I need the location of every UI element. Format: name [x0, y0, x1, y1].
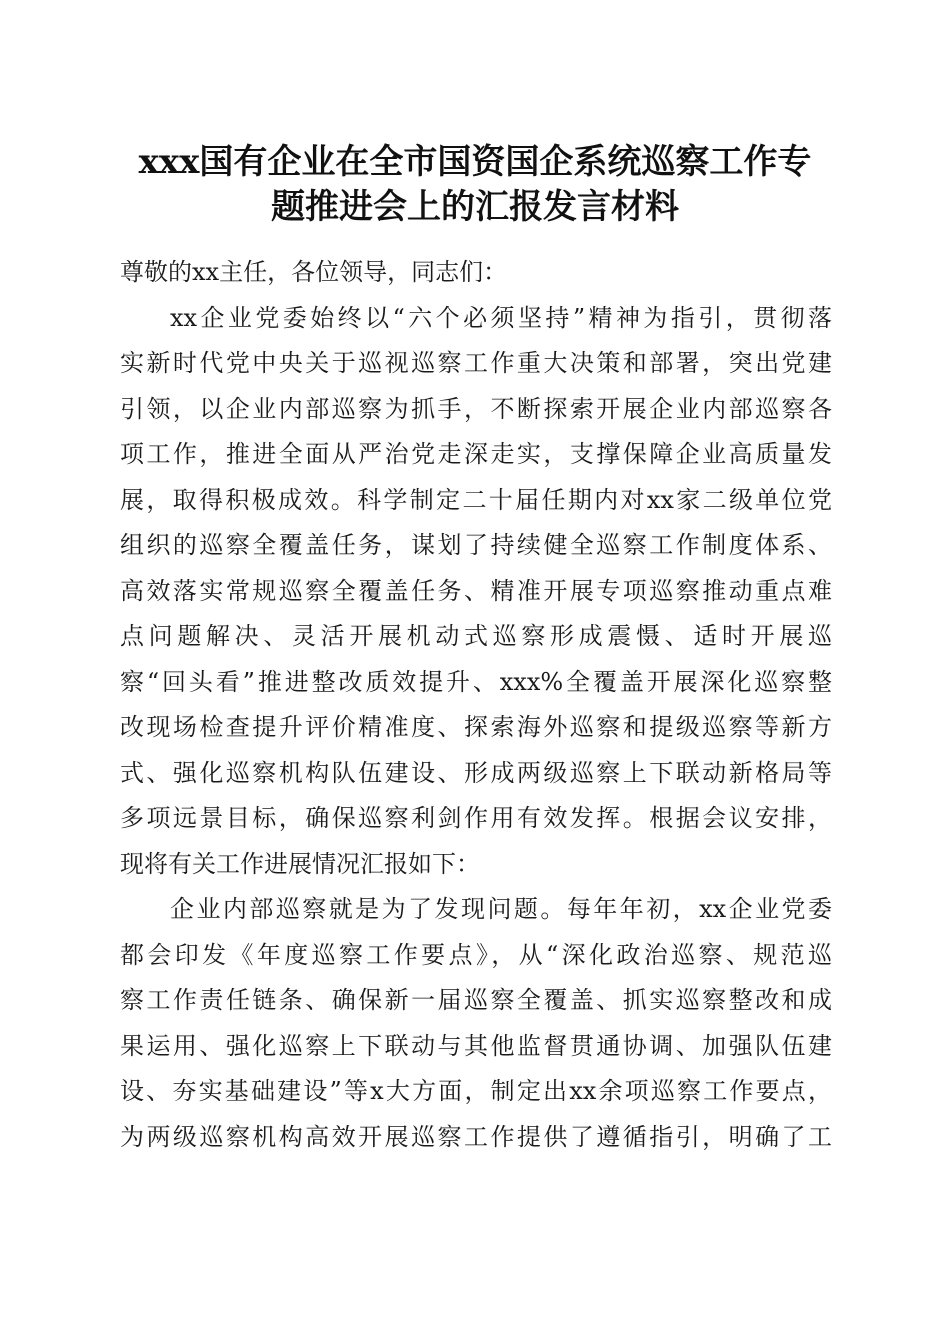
paragraph-line: 都会印发《年度巡察工作要点》，从“深化政治巡察、规范巡 — [120, 940, 832, 969]
paragraph-line: 引领，以企业内部巡察为抓手，不断探索开展企业内部巡察各 — [120, 394, 832, 423]
paragraph-line: 高效落实常规巡察全覆盖任务、精准开展专项巡察推动重点难 — [120, 576, 832, 605]
document-title — [100, 140, 850, 230]
title-line-1: xxx国有企业在全市国资国企系统巡察工作专 — [138, 142, 812, 182]
paragraph-line: 为两级巡察机构高效开展巡察工作提供了遵循指引，明确了工 — [120, 1122, 832, 1151]
paragraph-line: 项工作，推进全面从严治党走深走实，支撑保障企业高质量发 — [120, 440, 832, 468]
paragraph-line: 改现场检查提升评价精准度、探索海外巡察和提级巡察等新方 — [120, 713, 832, 741]
paragraph-line: xx企业党委始终以“六个必须坚持”精神为指引，贯彻落 — [170, 303, 832, 332]
paragraph-line: 展，取得积极成效。科学制定二十届任期内对xx家二级单位党 — [120, 485, 832, 514]
salutation: 尊敬的xx主任，各位领导，同志们： — [120, 258, 508, 286]
paragraph-1 — [120, 296, 832, 888]
paragraph-line: 点问题解决、灵活开展机动式巡察形成震慑、适时开展巡 — [120, 622, 832, 650]
paragraph-line: 设、夯实基础建设”等x大方面，制定出xx余项巡察工作要点， — [120, 1077, 832, 1105]
document-body — [120, 250, 832, 1160]
title-line-2: 题推进会上的汇报发言材料 — [271, 187, 679, 227]
paragraph-line: 察工作责任链条、确保新一届巡察全覆盖、抓实巡察整改和成 — [120, 986, 832, 1014]
paragraph-line: 现将有关工作进展情况汇报如下： — [120, 849, 480, 878]
paragraph-line: 组织的巡察全覆盖任务，谋划了持续健全巡察工作制度体系、 — [120, 531, 832, 559]
paragraph-line: 果运用、强化巡察上下联动与其他监督贯通协调、加强队伍建 — [120, 1031, 832, 1060]
paragraph-line: 察“回头看”推进整改质效提升、xxx%全覆盖开展深化巡察整 — [120, 667, 832, 696]
paragraph-line: 实新时代党中央关于巡视巡察工作重大决策和部署，突出党建 — [120, 349, 832, 377]
paragraph-line: 企业内部巡察就是为了发现问题。每年年初，xx企业党委 — [170, 895, 832, 923]
paragraph-line: 多项远景目标，确保巡察利剑作用有效发挥。根据会议安排， — [120, 804, 832, 832]
paragraph-2 — [120, 887, 832, 1160]
paragraph-line: 式、强化巡察机构队伍建设、形成两级巡察上下联动新格局等 — [120, 758, 832, 787]
